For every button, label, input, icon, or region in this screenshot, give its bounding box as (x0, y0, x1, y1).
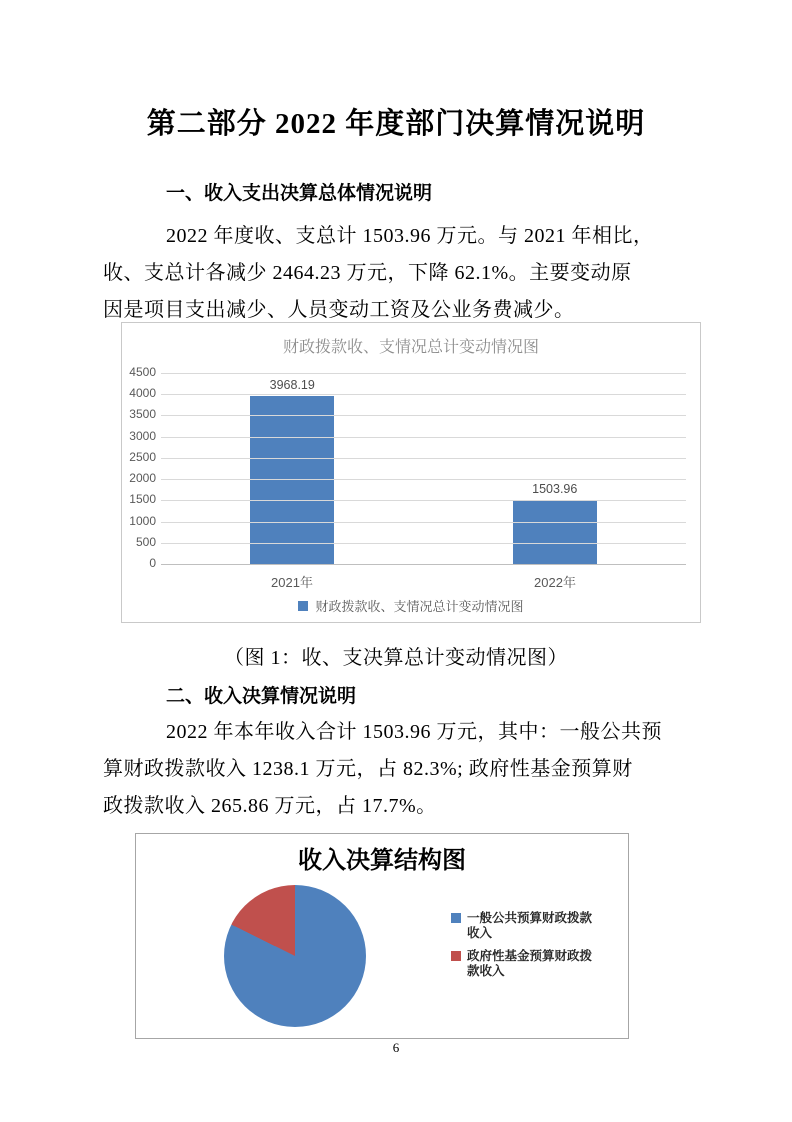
y-tick-label: 500 (135, 534, 156, 549)
legend-swatch-blue-icon (451, 913, 461, 923)
gridline (161, 458, 686, 459)
gridline (161, 500, 686, 501)
paragraph-1-line-1: 2022 年度收、支总计 1503.96 万元。与 2021 年相比， (166, 225, 654, 247)
gridline (161, 415, 686, 416)
pie-graphic (224, 885, 366, 1027)
page-title: 第二部分 2022 年度部门决算情况说明 (146, 108, 646, 140)
gridline (161, 543, 686, 544)
y-tick-label: 4000 (129, 386, 156, 401)
y-tick-label: 4500 (129, 365, 156, 379)
bar-chart-legend (122, 596, 700, 615)
pie-legend-item-general (451, 911, 597, 941)
x-axis-label-2021: 2021年 (271, 575, 313, 590)
section-1-heading: 一、收入支出决算总体情况说明 (166, 183, 433, 204)
paragraph-2-line-3: 政拨款收入 265.86 万元，占 17.7%。 (103, 795, 437, 817)
gridline (161, 373, 686, 374)
bar-2022-value-label: 1503.96 (532, 482, 578, 497)
x-axis-label-2022: 2022年 (534, 575, 576, 590)
y-tick-label: 2000 (129, 471, 156, 486)
paragraph-2-line-1: 2022 年本年收入合计 1503.96 万元，其中：一般公共预 (166, 721, 662, 743)
pie-legend (451, 911, 597, 979)
legend-swatch-red-icon (451, 951, 461, 961)
y-tick-label: 3000 (129, 428, 156, 443)
bar-plot-area (161, 373, 686, 564)
page-number: 6 (392, 1040, 400, 1055)
y-tick-label: 3500 (129, 407, 156, 422)
gridline (161, 437, 686, 438)
gridline (161, 479, 686, 480)
paragraph-1-line-3: 因是项目支出减少、人员变动工资及公业务费减少。 (103, 299, 575, 321)
bar-chart-title: 财政拨款收、支情况总计变动情况图 (282, 339, 539, 356)
y-tick-label: 1000 (129, 513, 156, 528)
y-tick-label: 1500 (129, 492, 156, 507)
gridline (161, 522, 686, 523)
pie-legend-label-general: 一般公共预算财政拨款收入 (467, 911, 593, 940)
section-2-heading: 二、收入决算情况说明 (166, 686, 357, 707)
bar-legend-label: 财政拨款收、支情况总计变动情况图 (315, 599, 524, 614)
pie-legend-item-govfund (451, 949, 597, 979)
y-tick-label: 2500 (129, 449, 156, 464)
gridline (161, 394, 686, 395)
bar-2022 (513, 482, 597, 564)
bar-2021-value-label: 3968.19 (269, 377, 315, 392)
paragraph-2-line-2: 算财政拨款收入 1238.1 万元，占 82.3%; 政府性基金预算财 (103, 758, 633, 780)
y-tick-label: 0 (149, 556, 156, 570)
legend-swatch-icon (298, 601, 308, 611)
gridline (161, 564, 686, 565)
bar-chart (121, 322, 701, 623)
paragraph-1-line-2: 收、支总计各减少 2464.23 万元，下降 62.1%。主要变动原 (103, 262, 632, 284)
pie-chart (135, 833, 629, 1039)
pie-legend-label-govfund: 政府性基金预算财政拨款收入 (467, 949, 593, 978)
pie-chart-title: 收入决算结构图 (298, 847, 466, 874)
figure-1-caption: （图 1：收、支决算总计变动情况图） (224, 647, 568, 669)
